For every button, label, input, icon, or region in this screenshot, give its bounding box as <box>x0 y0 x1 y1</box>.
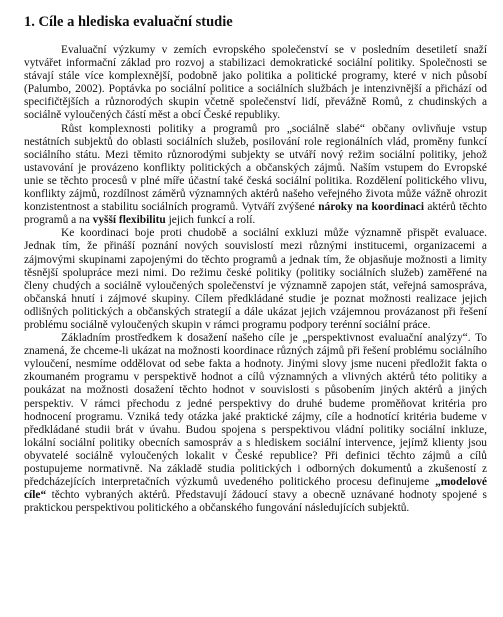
paragraph-1-text: Evaluační výzkumy v zemích evropského společenství se v posledním desetiletí snaží vytvářet informační základ pro rozvoj a stabilizaci demokratické sociální politiky. Společnosti se stávají stále více komplexnější, podobně jako politika a politické programy, které v nich působí (Palumbo, 2002). Poptávka po sociální politice a sociálních službách je intenzivnější a přichází od specifičtějších a různorodých skupin včetně společenství lidí, převážně Romů, z chudinských a sociálně vyloučených částí měst a obcí České republiky. <box>24 44 487 122</box>
paragraph-2-text-c: jejich funkcí a rolí. <box>165 214 256 227</box>
emphasis-flexibility: vyšší flexibilitu <box>92 214 166 227</box>
paragraph-1 <box>24 44 487 123</box>
paragraph-4-text-a: Základním prostředkem k dosažení našeho cíle je „perspektivnost evaluační analýzy“. To znamená, že chceme-li ukázat na možnosti koordinace různých zájmů při řešení problému sociálního vyloučení, nesmíme oddělovat od sebe fakta a hodnoty. Jinými slovy jsme nuceni předložit fakta o zkoumaném programu v perspektivě hodnot a cílů významných a vlivných aktérů této politiky a poukázat na možnosti dosažení těchto hodnot v souvislosti s působením jiných aktérů a jiných perspektiv. V rámci přechodu z jedné perspektivy do druhé budeme proměňovat kritéria pro hodnocení programu. Vzniká tedy otázka jaké praktické zájmy, cíle a hodnotící kritéria budeme v předkládané studii brát v úvahu. Budou spojena s perspektivou vládní politiky sociální inkluze, lokální sociální politiky obecních samospráv a s hlediskem sociální intervence, jejímž klienty jsou obyvatelé sociálně vyloučených lokalit v České republice? Při definici těchto zájmů a cílů postupujeme normativně. Na základě studia politických i odborných dokumentů a zkušeností z předcházejících interpretačních výzkumů uvedeného politického procesu definujeme <box>24 332 487 489</box>
paragraph-4 <box>24 332 487 515</box>
paragraph-2 <box>24 123 487 228</box>
paragraph-2-text-a: Růst komplexnosti politiky a programů pro „sociálně slabé“ občany ovlivňuje vstup nestátních subjektů do oblasti sociálních služeb, posilování role regionálních vlád, proměny funkcí sociálního státu. Mezi těmito různorodými subjekty se utváří nový režim sociální politiky, jehož ustavování je provázeno konflikty politických a občanských zájmů. Naším vstupem do Evropské unie se těchto procesů v plné míře účastní také česká sociální politika. Rozdělení politického vlivu, konflikty zájmů, rozdílnost záměrů významných aktérů našeho veřejného života může vážně ohrozit konzistentnost a stabilitu sociálních programů. Vytváří zvýšené <box>24 122 487 214</box>
paragraph-2-text-b: aktérů těchto programů a na <box>24 201 487 227</box>
paragraph-4-text-b: těchto vybraných aktérů. Představují žádoucí stavy a obecně uznávané hodnoty spojené s praktickou perspektivou politického a občanského fungování následujících subjektů. <box>24 489 487 515</box>
paragraph-3 <box>24 227 487 332</box>
emphasis-model-goals: „modelové cíle“ <box>24 476 487 502</box>
paragraph-3-text: Ke koordinaci boje proti chudobě a sociální exkluzi může významně přispět evaluace. Jednak tím, že přináší poznání nových souvislostí mezi různými institucemi, organizacemi a zájmovými skupinami zapojenými do těchto programů a jednak tím, že objasňuje možnosti a limity těsnější spolupráce mezi nimi. Do režimu české politiky (politiky sociálních služeb) zaměřené na členy chudých a sociálně vyloučených společenství je významně zapojen stát, veřejná samospráva, občanská hnutí i zájmové skupiny. Cílem předkládané studie je poznat možnosti realizace jejich odlišných politických a občanských strategií a dále ukázat jejich vzájemnou provázanost při řešení problému sociálně vyloučených skupin v rámci programu podpory terénní sociální práce. <box>24 227 487 331</box>
emphasis-coordination: nároky na koordinaci <box>318 201 425 214</box>
section-heading: 1. Cíle a hlediska evaluační studie <box>24 14 233 30</box>
